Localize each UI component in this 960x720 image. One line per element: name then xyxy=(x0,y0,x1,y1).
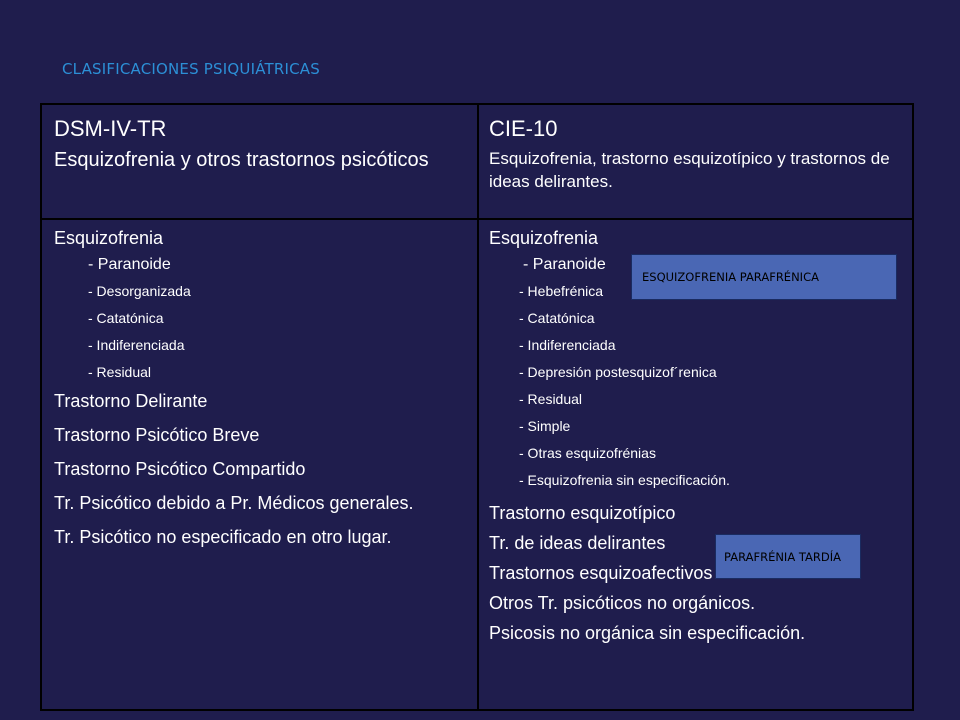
dsm-subtype-item: - Indiferenciada xyxy=(88,337,185,353)
cie-subtype-item: - Catatónica xyxy=(519,310,595,326)
dsm-header-subtitle: Esquizofrenia y otros trastornos psicóticos xyxy=(54,149,429,171)
dsm-subtype-item: - Paranoide xyxy=(88,256,171,273)
cie-header-title: CIE-10 xyxy=(489,116,558,141)
dsm-header-cell xyxy=(54,115,472,173)
dsm-body-cell xyxy=(54,227,472,548)
cie-list-item: Tr. de ideas delirantes xyxy=(489,533,666,553)
cie-list-item: Trastornos esquizoafectivos xyxy=(489,563,713,583)
cie-list-item: Psicosis no orgánica sin especificación. xyxy=(489,623,806,643)
dsm-main-item: Esquizofrenia xyxy=(54,228,164,248)
cie-list-item: Otros Tr. psicóticos no orgánicos. xyxy=(489,593,756,613)
cie-list-item: Trastorno esquizotípico xyxy=(489,503,676,523)
dsm-header-title: DSM-IV-TR xyxy=(54,116,167,141)
late-paraphrenia-callout xyxy=(715,534,861,579)
cie-header-subtitle: Esquizofrenia, trastorno esquizotípico y trastornos de ideas delirantes. xyxy=(489,149,890,191)
paraphrenic-callout xyxy=(631,254,897,300)
cie-main-item: Esquizofrenia xyxy=(489,228,599,248)
cie-subtype-item: - Otras esquizofrénias xyxy=(519,445,656,461)
dsm-list-item: Trastorno Psicótico Breve xyxy=(54,425,260,445)
paraphrenic-callout-label: ESQUIZOFRENIA PARAFRÉNICA xyxy=(642,270,819,284)
cie-header-cell xyxy=(489,115,909,193)
cie-subtype-item: - Hebefrénica xyxy=(519,283,604,299)
late-paraphrenia-callout-label: PARAFRÉNIA TARDÍA xyxy=(724,549,841,564)
dsm-list-item: Trastorno Delirante xyxy=(54,391,208,411)
cie-subtype-item: - Depresión postesquizof´renica xyxy=(519,364,717,380)
cie-subtype-item: - Indiferenciada xyxy=(519,337,616,353)
cie-subtype-item: - Esquizofrenia sin especificación. xyxy=(519,472,730,488)
dsm-subtype-item: - Catatónica xyxy=(88,310,164,326)
classification-table xyxy=(40,103,914,711)
dsm-subtype-item: - Residual xyxy=(88,364,152,380)
dsm-subtype-item: - Desorganizada xyxy=(88,283,191,299)
table-row-divider xyxy=(42,218,912,220)
cie-subtype-item: - Simple xyxy=(519,418,571,434)
dsm-list-item: Tr. Psicótico debido a Pr. Médicos generales. xyxy=(54,493,414,513)
cie-subtype-item: - Paranoide xyxy=(523,256,606,273)
page-title: CLASIFICACIONES PSIQUIÁTRICAS xyxy=(62,60,320,78)
cie-subtype-item: - Residual xyxy=(519,391,583,407)
dsm-subtype-list xyxy=(54,251,472,386)
dsm-list-item: Trastorno Psicótico Compartido xyxy=(54,459,306,479)
dsm-list-item: Tr. Psicótico no especificado en otro lugar. xyxy=(54,527,392,547)
table-column-divider xyxy=(477,105,479,709)
